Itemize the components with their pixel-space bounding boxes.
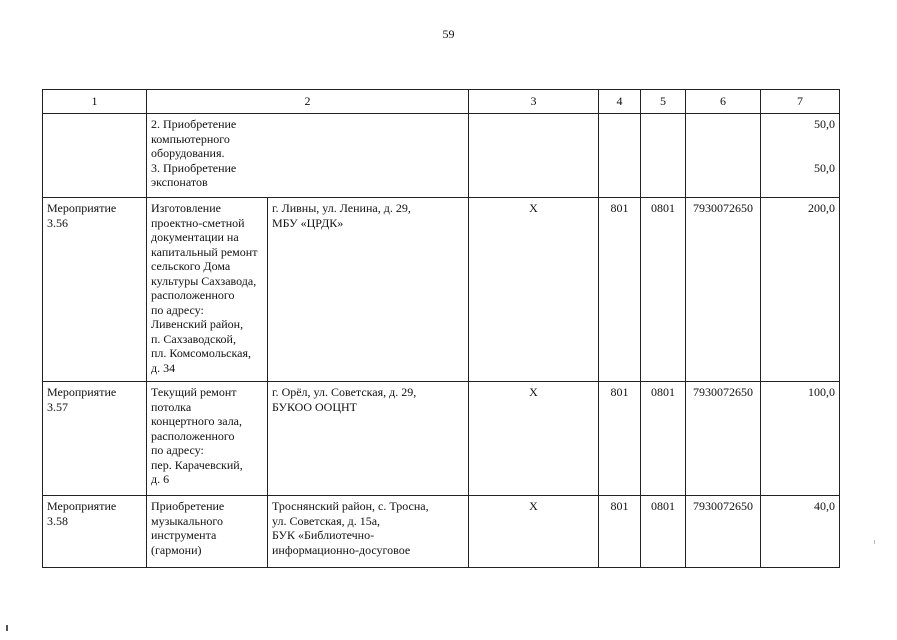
table-row [43, 496, 840, 568]
table-cell [686, 114, 761, 198]
column-header: 3 [469, 90, 599, 114]
table-cell: 0801 [641, 496, 686, 568]
amount-cell: 200,0 [761, 198, 840, 382]
table-row [43, 114, 840, 198]
column-header: 6 [686, 90, 761, 114]
scan-mark [6, 625, 8, 631]
table-cell: 7930072650 [686, 198, 761, 382]
event-description-cell: Изготовление проектно-сметной документации на капитальный ремонт сельского Дома культуры Сахзавода, расположенного по адресу: Ливенский район, п. Сахзаводской, пл. Комсомольская, д. 34 [147, 198, 268, 382]
table-cell: 801 [599, 382, 641, 496]
column-header: 5 [641, 90, 686, 114]
page-number: 59 [442, 27, 455, 41]
budget-table [42, 89, 840, 568]
amount-cell: 100,0 [761, 382, 840, 496]
event-number-cell: Мероприятие 3.56 [43, 198, 147, 382]
table-cell [599, 114, 641, 198]
table-cell [641, 114, 686, 198]
amount-cell [761, 114, 840, 198]
scan-mark [874, 540, 875, 544]
event-description-cell: Приобретение музыкального инструмента (гармони) [147, 496, 268, 568]
event-number-cell: Мероприятие 3.58 [43, 496, 147, 568]
address-cell: г. Орёл, ул. Советская, д. 29, БУКОО ООЦНТ [268, 382, 469, 496]
address-cell: Троснянский район, с. Тросна, ул. Советская, д. 15а, БУК «Библиотечно- информационно-досуговое [268, 496, 469, 568]
event-description-cell: Текущий ремонт потолка концертного зала, расположенного по адресу: пер. Карачевский, д. 6 [147, 382, 268, 496]
amount-value: 50,0 [814, 117, 835, 131]
amount-value: 50,0 [814, 160, 835, 175]
table-cell: 801 [599, 496, 641, 568]
table-cell [43, 114, 147, 198]
table-cell: 2. Приобретение компьютерного оборудования. 3. Приобретение экспонатов [147, 114, 469, 198]
table-cell: Х [469, 496, 599, 568]
table-cell: 7930072650 [686, 382, 761, 496]
table-cell: Х [469, 198, 599, 382]
table-header-row [43, 90, 840, 114]
table-row [43, 198, 840, 382]
column-header: 1 [43, 90, 147, 114]
column-header: 7 [761, 90, 840, 114]
table-cell: 801 [599, 198, 641, 382]
table-row [43, 382, 840, 496]
column-header: 2 [147, 90, 469, 114]
table-cell [469, 114, 599, 198]
table-cell: 0801 [641, 198, 686, 382]
address-cell: г. Ливны, ул. Ленина, д. 29, МБУ «ЦРДК» [268, 198, 469, 382]
table-cell: Х [469, 382, 599, 496]
event-number-cell: Мероприятие 3.57 [43, 382, 147, 496]
table-cell: 7930072650 [686, 496, 761, 568]
table-cell: 0801 [641, 382, 686, 496]
column-header: 4 [599, 90, 641, 114]
amount-cell: 40,0 [761, 496, 840, 568]
